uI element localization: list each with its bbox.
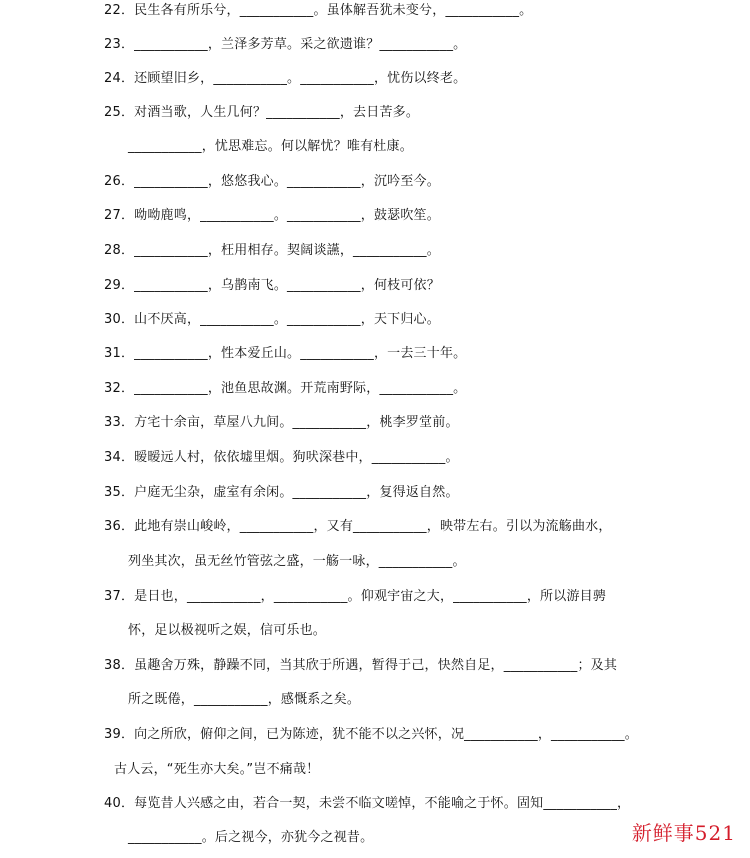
question-36-line-1: 36．此地有崇山峻岭，___________，又有___________，映带左右。引以为流觞曲水， (104, 519, 612, 534)
question-38-line-2: 所之既倦，___________，感慨系之矣。 (128, 692, 361, 707)
question-29-line-1: 29．___________，乌鹊南飞。___________，何枝可依？ (104, 278, 440, 293)
question-34-line-1: 34．暧暧远人村，依依墟里烟。狗吠深巷中，___________。 (104, 450, 459, 465)
watermark: 新鲜事521 (631, 821, 736, 845)
question-24-line-1: 24．还顾望旧乡，___________。___________，忧伤以终老。 (104, 71, 467, 86)
question-39-line-2: 古人云，“死生亦大矣。”岂不痛哉！ (114, 762, 320, 777)
question-40-line-2: ___________。后之视今，亦犹今之视昔。 (128, 830, 374, 845)
question-33-line-1: 33．方宅十余亩，草屋八九间。___________，桃李罗堂前。 (104, 415, 459, 430)
question-25-line-2: ___________，忧思难忘。何以解忧？唯有杜康。 (128, 139, 413, 154)
question-37-line-2: 怀，足以极视听之娱，信可乐也。 (128, 623, 327, 638)
question-30-line-1: 30．山不厌高，___________。___________，天下归心。 (104, 312, 440, 327)
question-23-line-1: 23．___________，兰泽多芳草。采之欲遗谁？___________。 (104, 37, 467, 52)
question-28-line-1: 28．___________，枉用相存。契阔谈讌，___________。 (104, 243, 440, 258)
question-22-line-1: 22．民生各有所乐兮，___________。虽体解吾犹未变兮，___________。 (104, 3, 533, 18)
question-25-line-1: 25．对酒当歌，人生几何？___________，去日苦多。 (104, 105, 420, 120)
question-36-line-2: 列坐其次，虽无丝竹管弦之盛，一觞一咏，___________。 (128, 554, 466, 569)
question-40-line-1: 40．每览昔人兴感之由，若合一契，未尝不临文嗟悼，不能喻之于怀。固知___________， (104, 796, 631, 811)
question-27-line-1: 27．呦呦鹿鸣，___________。___________，鼓瑟吹笙。 (104, 208, 440, 223)
question-39-line-1: 39．向之所欣，俯仰之间，已为陈迹，犹不能不以之兴怀，况___________，___________。 (104, 727, 638, 742)
question-26-line-1: 26．___________，悠悠我心。___________，沉吟至今。 (104, 174, 440, 189)
question-35-line-1: 35．户庭无尘杂，虚室有余闲。___________，复得返自然。 (104, 485, 459, 500)
question-37-line-1: 37．是日也，___________，___________。仰观宇宙之大，___________，所以游目骋 (104, 589, 607, 604)
question-38-line-1: 38．虽趣舍万殊，静躁不同，当其欣于所遇，暂得于己，快然自足，___________；及其 (104, 658, 618, 673)
question-32-line-1: 32．___________，池鱼思故渊。开荒南野际，___________。 (104, 381, 467, 396)
question-31-line-1: 31．___________，性本爱丘山。___________，一去三十年。 (104, 346, 467, 361)
